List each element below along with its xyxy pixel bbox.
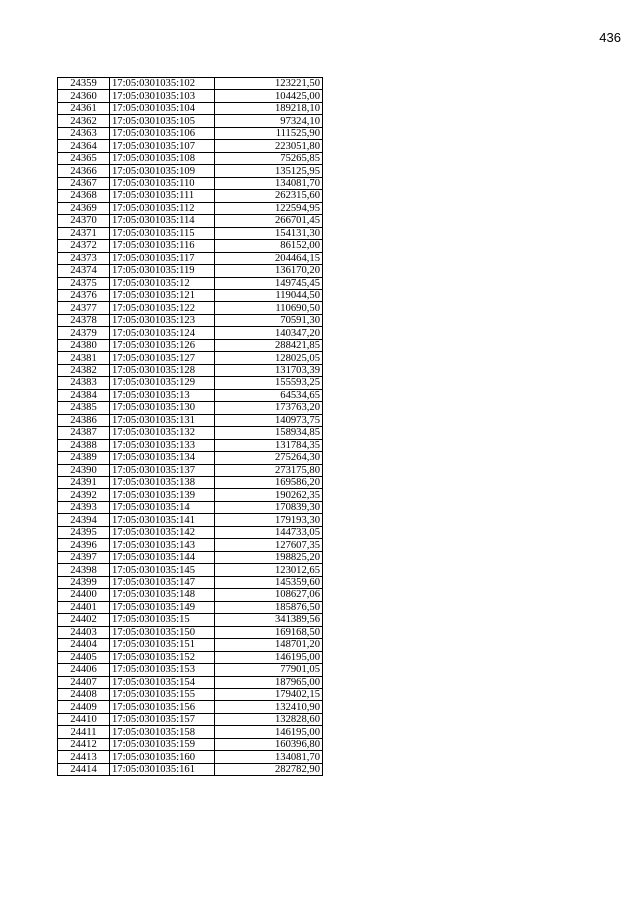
row-number-cell: 24403 <box>58 626 110 638</box>
value-cell: 123012,65 <box>215 564 323 576</box>
cadastral-number-cell: 17:05:0301035:139 <box>110 489 215 501</box>
row-number-cell: 24393 <box>58 501 110 513</box>
value-cell: 135125,95 <box>215 165 323 177</box>
cadastral-number-cell: 17:05:0301035:123 <box>110 314 215 326</box>
cadastral-number-cell: 17:05:0301035:110 <box>110 177 215 189</box>
cadastral-number-cell: 17:05:0301035:152 <box>110 651 215 663</box>
row-number-cell: 24381 <box>58 352 110 364</box>
table-row <box>58 726 323 738</box>
cadastral-number-cell: 17:05:0301035:107 <box>110 140 215 152</box>
row-number-cell: 24371 <box>58 227 110 239</box>
table-row <box>58 277 323 289</box>
cadastral-number-cell: 17:05:0301035:13 <box>110 389 215 401</box>
value-cell: 341389,56 <box>215 614 323 626</box>
cadastral-number-cell: 17:05:0301035:157 <box>110 713 215 725</box>
value-cell: 154131,30 <box>215 227 323 239</box>
row-number-cell: 24369 <box>58 202 110 214</box>
table-row <box>58 165 323 177</box>
table-row <box>58 240 323 252</box>
cadastral-number-cell: 17:05:0301035:160 <box>110 751 215 763</box>
cadastral-number-cell: 17:05:0301035:138 <box>110 477 215 489</box>
value-cell: 140973,75 <box>215 414 323 426</box>
table-row <box>58 177 323 189</box>
table-row <box>58 501 323 513</box>
value-cell: 198825,20 <box>215 551 323 563</box>
value-cell: 282782,90 <box>215 763 323 775</box>
table-row <box>58 90 323 102</box>
cadastral-number-cell: 17:05:0301035:148 <box>110 589 215 601</box>
value-cell: 185876,50 <box>215 601 323 613</box>
row-number-cell: 24367 <box>58 177 110 189</box>
table-row <box>58 751 323 763</box>
table-row <box>58 489 323 501</box>
value-cell: 108627,06 <box>215 589 323 601</box>
cadastral-number-cell: 17:05:0301035:121 <box>110 289 215 301</box>
row-number-cell: 24404 <box>58 639 110 651</box>
row-number-cell: 24375 <box>58 277 110 289</box>
table-row <box>58 327 323 339</box>
cadastral-number-cell: 17:05:0301035:158 <box>110 726 215 738</box>
value-cell: 262315,60 <box>215 190 323 202</box>
table-row <box>58 701 323 713</box>
value-cell: 187965,00 <box>215 676 323 688</box>
table-row <box>58 452 323 464</box>
value-cell: 128025,05 <box>215 352 323 364</box>
table-row <box>58 377 323 389</box>
row-number-cell: 24391 <box>58 477 110 489</box>
table-row <box>58 352 323 364</box>
table-row <box>58 551 323 563</box>
cadastral-number-cell: 17:05:0301035:115 <box>110 227 215 239</box>
table-row <box>58 227 323 239</box>
row-number-cell: 24413 <box>58 751 110 763</box>
cadastral-number-cell: 17:05:0301035:151 <box>110 639 215 651</box>
value-cell: 169586,20 <box>215 477 323 489</box>
cadastral-number-cell: 17:05:0301035:134 <box>110 452 215 464</box>
row-number-cell: 24407 <box>58 676 110 688</box>
cadastral-number-cell: 17:05:0301035:105 <box>110 115 215 127</box>
row-number-cell: 24383 <box>58 377 110 389</box>
table-body <box>58 78 323 776</box>
row-number-cell: 24397 <box>58 551 110 563</box>
value-cell: 146195,00 <box>215 651 323 663</box>
value-cell: 119044,50 <box>215 289 323 301</box>
table-row <box>58 564 323 576</box>
value-cell: 64534,65 <box>215 389 323 401</box>
cadastral-number-cell: 17:05:0301035:126 <box>110 339 215 351</box>
row-number-cell: 24406 <box>58 664 110 676</box>
table-row <box>58 664 323 676</box>
table-row <box>58 477 323 489</box>
cadastral-number-cell: 17:05:0301035:127 <box>110 352 215 364</box>
cadastral-number-cell: 17:05:0301035:131 <box>110 414 215 426</box>
table-row <box>58 152 323 164</box>
table-row <box>58 78 323 90</box>
cadastral-number-cell: 17:05:0301035:114 <box>110 215 215 227</box>
cadastral-number-cell: 17:05:0301035:142 <box>110 526 215 538</box>
table-row <box>58 314 323 326</box>
cadastral-number-cell: 17:05:0301035:128 <box>110 364 215 376</box>
cadastral-number-cell: 17:05:0301035:156 <box>110 701 215 713</box>
row-number-cell: 24414 <box>58 763 110 775</box>
row-number-cell: 24401 <box>58 601 110 613</box>
row-number-cell: 24363 <box>58 127 110 139</box>
value-cell: 77901,05 <box>215 664 323 676</box>
value-cell: 131784,35 <box>215 439 323 451</box>
row-number-cell: 24365 <box>58 152 110 164</box>
row-number-cell: 24411 <box>58 726 110 738</box>
table-row <box>58 202 323 214</box>
table-row <box>58 676 323 688</box>
row-number-cell: 24396 <box>58 539 110 551</box>
value-cell: 136170,20 <box>215 265 323 277</box>
row-number-cell: 24359 <box>58 78 110 90</box>
table-row <box>58 526 323 538</box>
table-row <box>58 688 323 700</box>
row-number-cell: 24392 <box>58 489 110 501</box>
cadastral-number-cell: 17:05:0301035:132 <box>110 427 215 439</box>
cadastral-number-cell: 17:05:0301035:124 <box>110 327 215 339</box>
cadastral-number-cell: 17:05:0301035:102 <box>110 78 215 90</box>
value-cell: 148701,20 <box>215 639 323 651</box>
table-row <box>58 639 323 651</box>
row-number-cell: 24400 <box>58 589 110 601</box>
value-cell: 266701,45 <box>215 215 323 227</box>
row-number-cell: 24379 <box>58 327 110 339</box>
table-row <box>58 140 323 152</box>
row-number-cell: 24402 <box>58 614 110 626</box>
value-cell: 149745,45 <box>215 277 323 289</box>
cadastral-number-cell: 17:05:0301035:119 <box>110 265 215 277</box>
table-row <box>58 252 323 264</box>
table-row <box>58 651 323 663</box>
cadastral-number-cell: 17:05:0301035:133 <box>110 439 215 451</box>
cadastral-number-cell: 17:05:0301035:108 <box>110 152 215 164</box>
value-cell: 144733,05 <box>215 526 323 538</box>
cadastral-number-cell: 17:05:0301035:144 <box>110 551 215 563</box>
row-number-cell: 24399 <box>58 576 110 588</box>
row-number-cell: 24405 <box>58 651 110 663</box>
table-row <box>58 414 323 426</box>
row-number-cell: 24360 <box>58 90 110 102</box>
table-row <box>58 339 323 351</box>
table-row <box>58 389 323 401</box>
cadastral-number-cell: 17:05:0301035:147 <box>110 576 215 588</box>
row-number-cell: 24408 <box>58 688 110 700</box>
row-number-cell: 24377 <box>58 302 110 314</box>
value-cell: 111525,90 <box>215 127 323 139</box>
cadastral-number-cell: 17:05:0301035:117 <box>110 252 215 264</box>
value-cell: 145359,60 <box>215 576 323 588</box>
row-number-cell: 24376 <box>58 289 110 301</box>
value-cell: 131703,39 <box>215 364 323 376</box>
cadastral-number-cell: 17:05:0301035:122 <box>110 302 215 314</box>
cadastral-number-cell: 17:05:0301035:137 <box>110 464 215 476</box>
cadastral-number-cell: 17:05:0301035:116 <box>110 240 215 252</box>
table-row <box>58 514 323 526</box>
table-row <box>58 102 323 114</box>
cadastral-number-cell: 17:05:0301035:159 <box>110 738 215 750</box>
value-cell: 158934,85 <box>215 427 323 439</box>
table-row <box>58 738 323 750</box>
table-row <box>58 127 323 139</box>
value-cell: 204464,15 <box>215 252 323 264</box>
value-cell: 170839,30 <box>215 501 323 513</box>
cadastral-number-cell: 17:05:0301035:130 <box>110 402 215 414</box>
table-row <box>58 601 323 613</box>
row-number-cell: 24384 <box>58 389 110 401</box>
value-cell: 132410,90 <box>215 701 323 713</box>
row-number-cell: 24380 <box>58 339 110 351</box>
row-number-cell: 24362 <box>58 115 110 127</box>
row-number-cell: 24394 <box>58 514 110 526</box>
row-number-cell: 24370 <box>58 215 110 227</box>
table-row <box>58 576 323 588</box>
value-cell: 134081,70 <box>215 751 323 763</box>
cadastral-number-cell: 17:05:0301035:149 <box>110 601 215 613</box>
value-cell: 75265,85 <box>215 152 323 164</box>
cadastral-number-cell: 17:05:0301035:104 <box>110 102 215 114</box>
cadastral-number-cell: 17:05:0301035:129 <box>110 377 215 389</box>
value-cell: 223051,80 <box>215 140 323 152</box>
row-number-cell: 24410 <box>58 713 110 725</box>
row-number-cell: 24364 <box>58 140 110 152</box>
value-cell: 189218,10 <box>215 102 323 114</box>
cadastral-value-table <box>57 77 323 776</box>
row-number-cell: 24361 <box>58 102 110 114</box>
table-row <box>58 439 323 451</box>
value-cell: 179193,30 <box>215 514 323 526</box>
table-row <box>58 402 323 414</box>
table-row <box>58 464 323 476</box>
row-number-cell: 24373 <box>58 252 110 264</box>
value-cell: 86152,00 <box>215 240 323 252</box>
value-cell: 275264,30 <box>215 452 323 464</box>
cadastral-number-cell: 17:05:0301035:145 <box>110 564 215 576</box>
cadastral-number-cell: 17:05:0301035:141 <box>110 514 215 526</box>
cadastral-number-cell: 17:05:0301035:111 <box>110 190 215 202</box>
cadastral-number-cell: 17:05:0301035:15 <box>110 614 215 626</box>
value-cell: 146195,00 <box>215 726 323 738</box>
value-cell: 160396,80 <box>215 738 323 750</box>
row-number-cell: 24385 <box>58 402 110 414</box>
value-cell: 122594,95 <box>215 202 323 214</box>
value-cell: 140347,20 <box>215 327 323 339</box>
value-cell: 155593,25 <box>215 377 323 389</box>
row-number-cell: 24386 <box>58 414 110 426</box>
row-number-cell: 24412 <box>58 738 110 750</box>
cadastral-number-cell: 17:05:0301035:109 <box>110 165 215 177</box>
value-cell: 179402,15 <box>215 688 323 700</box>
value-cell: 288421,85 <box>215 339 323 351</box>
table-row <box>58 289 323 301</box>
value-cell: 104425,00 <box>215 90 323 102</box>
value-cell: 132828,60 <box>215 713 323 725</box>
table-row <box>58 190 323 202</box>
cadastral-number-cell: 17:05:0301035:154 <box>110 676 215 688</box>
table-row <box>58 763 323 775</box>
table-row <box>58 215 323 227</box>
cadastral-number-cell: 17:05:0301035:106 <box>110 127 215 139</box>
row-number-cell: 24368 <box>58 190 110 202</box>
row-number-cell: 24382 <box>58 364 110 376</box>
row-number-cell: 24378 <box>58 314 110 326</box>
value-cell: 70591,30 <box>215 314 323 326</box>
value-cell: 173763,20 <box>215 402 323 414</box>
table-row <box>58 539 323 551</box>
row-number-cell: 24366 <box>58 165 110 177</box>
value-cell: 134081,70 <box>215 177 323 189</box>
cadastral-number-cell: 17:05:0301035:112 <box>110 202 215 214</box>
cadastral-number-cell: 17:05:0301035:150 <box>110 626 215 638</box>
table-row <box>58 626 323 638</box>
cadastral-number-cell: 17:05:0301035:161 <box>110 763 215 775</box>
table-row <box>58 265 323 277</box>
cadastral-number-cell: 17:05:0301035:103 <box>110 90 215 102</box>
row-number-cell: 24388 <box>58 439 110 451</box>
cadastral-number-cell: 17:05:0301035:153 <box>110 664 215 676</box>
row-number-cell: 24389 <box>58 452 110 464</box>
value-cell: 190262,35 <box>215 489 323 501</box>
value-cell: 169168,50 <box>215 626 323 638</box>
table-row <box>58 713 323 725</box>
table-row <box>58 302 323 314</box>
row-number-cell: 24374 <box>58 265 110 277</box>
table-row <box>58 115 323 127</box>
page-number: 436 <box>599 30 621 45</box>
table-row <box>58 589 323 601</box>
cadastral-number-cell: 17:05:0301035:12 <box>110 277 215 289</box>
cadastral-number-cell: 17:05:0301035:14 <box>110 501 215 513</box>
row-number-cell: 24372 <box>58 240 110 252</box>
table-row <box>58 427 323 439</box>
value-cell: 123221,50 <box>215 78 323 90</box>
row-number-cell: 24395 <box>58 526 110 538</box>
row-number-cell: 24390 <box>58 464 110 476</box>
value-cell: 97324,10 <box>215 115 323 127</box>
row-number-cell: 24387 <box>58 427 110 439</box>
value-cell: 127607,35 <box>215 539 323 551</box>
table-row <box>58 614 323 626</box>
cadastral-number-cell: 17:05:0301035:155 <box>110 688 215 700</box>
row-number-cell: 24409 <box>58 701 110 713</box>
row-number-cell: 24398 <box>58 564 110 576</box>
value-cell: 110690,50 <box>215 302 323 314</box>
table-row <box>58 364 323 376</box>
value-cell: 273175,80 <box>215 464 323 476</box>
cadastral-number-cell: 17:05:0301035:143 <box>110 539 215 551</box>
